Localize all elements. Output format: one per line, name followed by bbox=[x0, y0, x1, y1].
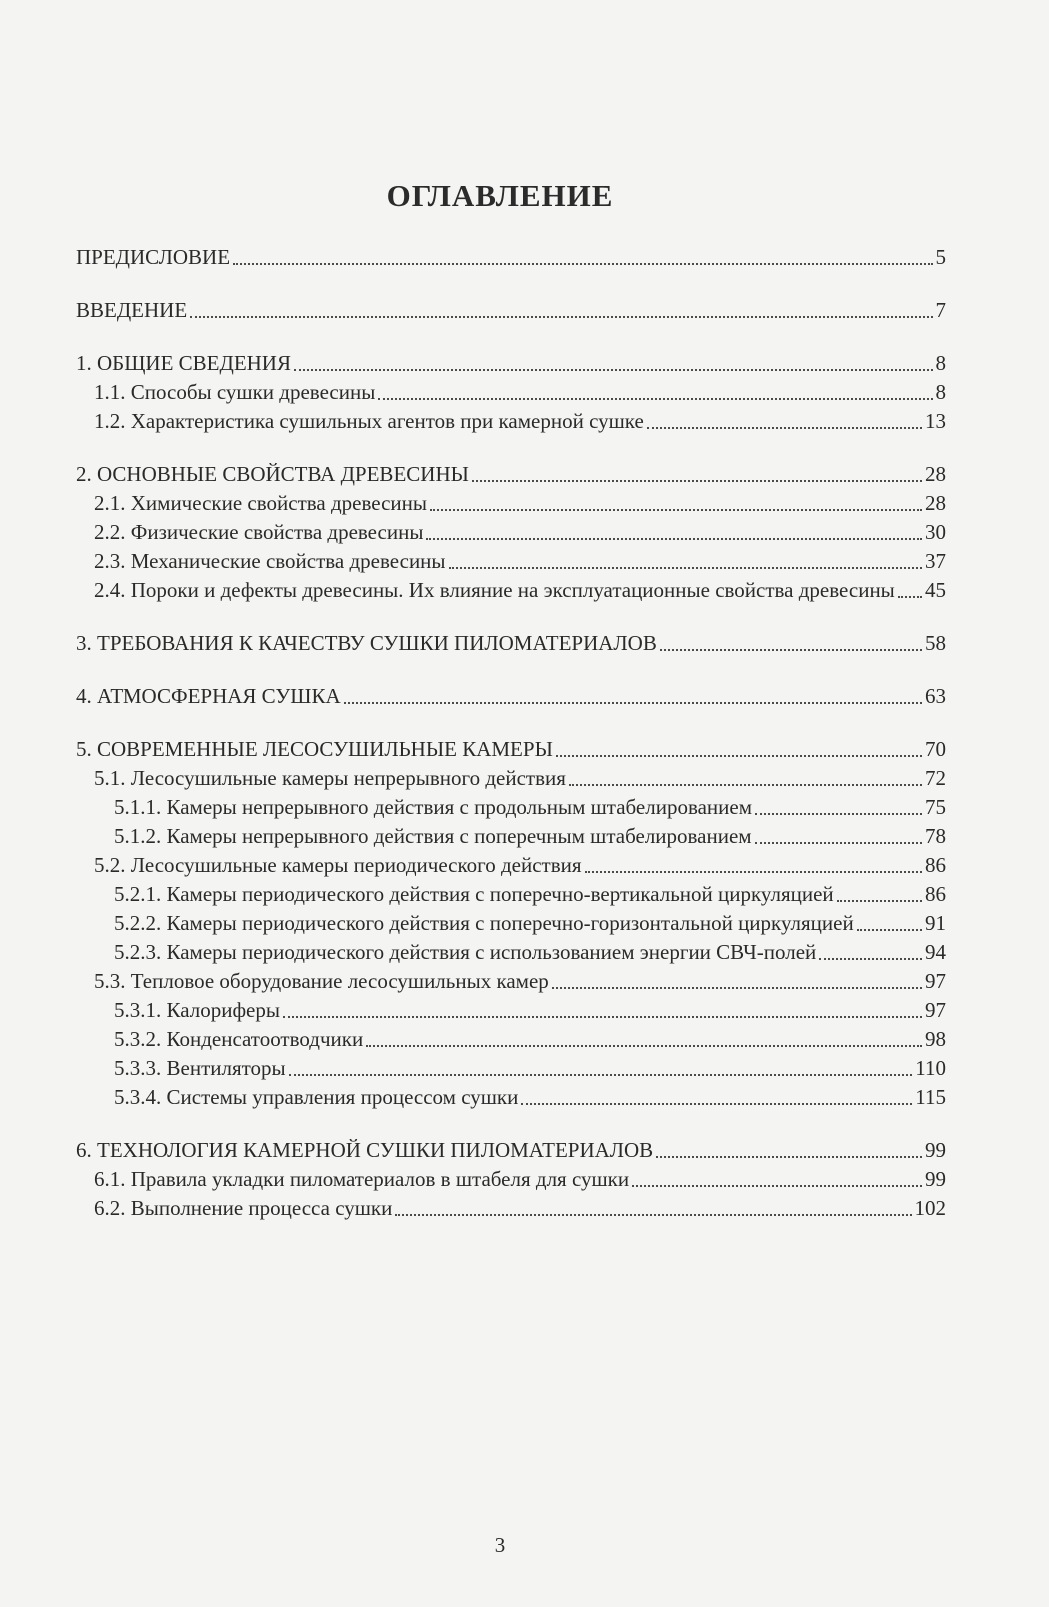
toc-entry bbox=[76, 1136, 946, 1165]
dot-leader bbox=[283, 1016, 922, 1018]
toc-entry-label: 1.1. Способы сушки древесины bbox=[94, 380, 376, 404]
toc-entry-label: 5.2. Лесосушильные камеры периодического действия bbox=[94, 853, 582, 877]
toc-entry-page: 75 bbox=[925, 795, 946, 819]
toc-entry-label: 2. ОСНОВНЫЕ СВОЙСТВА ДРЕВЕСИНЫ bbox=[76, 462, 469, 486]
toc-entry-label: 2.2. Физические свойства древесины bbox=[94, 520, 424, 544]
toc-entry bbox=[76, 682, 946, 711]
toc-entry bbox=[76, 547, 946, 576]
toc-entry bbox=[76, 1194, 946, 1223]
dot-leader bbox=[552, 987, 922, 989]
toc-entry bbox=[76, 296, 946, 325]
dot-leader bbox=[656, 1156, 922, 1158]
toc-entry bbox=[76, 629, 946, 658]
toc-entry-label: 5.2.3. Камеры периодического действия с использованием энергии СВЧ-полей bbox=[114, 940, 817, 964]
toc-entry-page: 97 bbox=[925, 969, 946, 993]
table-of-contents bbox=[76, 243, 946, 1223]
toc-entry-label: 2.4. Пороки и дефекты древесины. Их влияние на эксплуатационные свойства древесины bbox=[94, 578, 895, 602]
toc-entry bbox=[76, 938, 946, 967]
toc-entry bbox=[76, 349, 946, 378]
toc-entry bbox=[76, 518, 946, 547]
toc-entry-label: 1. ОБЩИЕ СВЕДЕНИЯ bbox=[76, 351, 291, 375]
page-number: 3 bbox=[494, 1533, 506, 1557]
toc-entry-label: 2.1. Химические свойства древесины bbox=[94, 491, 428, 515]
toc-entry-page: 5 bbox=[935, 245, 946, 269]
toc-entry-page: 97 bbox=[925, 998, 946, 1022]
toc-entry-page: 110 bbox=[915, 1056, 946, 1080]
toc-entry-page: 30 bbox=[925, 520, 946, 544]
toc-entry-page: 99 bbox=[925, 1167, 946, 1191]
toc-entry-label: 4. АТМОСФЕРНАЯ СУШКА bbox=[76, 684, 341, 708]
dot-leader bbox=[556, 755, 922, 757]
toc-entry-page: 86 bbox=[925, 853, 946, 877]
dot-leader bbox=[569, 784, 922, 786]
toc-entry bbox=[76, 576, 946, 605]
toc-entry-page: 102 bbox=[914, 1196, 946, 1220]
toc-entry-page: 78 bbox=[925, 824, 946, 848]
toc-entry bbox=[76, 243, 946, 272]
toc-entry-page: 28 bbox=[925, 491, 946, 515]
toc-entry-page: 37 bbox=[925, 549, 946, 573]
dot-leader bbox=[430, 509, 922, 511]
toc-entry bbox=[76, 996, 946, 1025]
toc-entry-label: 1.2. Характеристика сушильных агентов при камерной сушке bbox=[94, 409, 644, 433]
dot-leader bbox=[755, 813, 922, 815]
toc-entry-label: 5.3.2. Конденсатоотводчики bbox=[114, 1027, 364, 1051]
toc-entry-label: 5.2.2. Камеры периодического действия с поперечно-горизонтальной циркуляцией bbox=[114, 911, 854, 935]
toc-entry-label: 5. СОВРЕМЕННЫЕ ЛЕСОСУШИЛЬНЫЕ КАМЕРЫ bbox=[76, 737, 553, 761]
page-title: ОГЛАВЛЕНИЕ bbox=[386, 178, 614, 213]
dot-leader bbox=[898, 596, 922, 598]
dot-leader bbox=[755, 842, 922, 844]
dot-leader bbox=[426, 538, 922, 540]
toc-entry-label: 5.3. Тепловое оборудование лесосушильных камер bbox=[94, 969, 549, 993]
toc-entry-label: 3. ТРЕБОВАНИЯ К КАЧЕСТВУ СУШКИ ПИЛОМАТЕРИАЛОВ bbox=[76, 631, 657, 655]
toc-entry-label: 2.3. Механические свойства древесины bbox=[94, 549, 446, 573]
toc-entry bbox=[76, 460, 946, 489]
toc-entry-page: 8 bbox=[935, 351, 946, 375]
dot-leader bbox=[378, 398, 932, 400]
toc-entry-page: 72 bbox=[925, 766, 946, 790]
toc-entry-page: 58 bbox=[925, 631, 946, 655]
toc-entry bbox=[76, 793, 946, 822]
dot-leader bbox=[472, 480, 922, 482]
toc-entry-page: 7 bbox=[935, 298, 946, 322]
toc-entry bbox=[76, 1083, 946, 1112]
toc-entry-page: 99 bbox=[925, 1138, 946, 1162]
dot-leader bbox=[294, 369, 933, 371]
toc-entry bbox=[76, 764, 946, 793]
dot-leader bbox=[190, 316, 932, 318]
toc-entry-page: 45 bbox=[925, 578, 946, 602]
dot-leader bbox=[233, 263, 932, 265]
toc-entry bbox=[76, 735, 946, 764]
toc-entry-label: ВВЕДЕНИЕ bbox=[76, 298, 188, 322]
toc-entry-label: 6.1. Правила укладки пиломатериалов в штабеля для сушки bbox=[94, 1167, 630, 1191]
dot-leader bbox=[366, 1045, 922, 1047]
toc-entry bbox=[76, 1025, 946, 1054]
dot-leader bbox=[632, 1185, 922, 1187]
dot-leader bbox=[449, 567, 922, 569]
toc-entry bbox=[76, 378, 946, 407]
dot-leader bbox=[344, 702, 922, 704]
toc-entry bbox=[76, 880, 946, 909]
dot-leader bbox=[857, 929, 922, 931]
toc-entry-label: 5.1.1. Камеры непрерывного действия с продольным штабелированием bbox=[114, 795, 753, 819]
toc-entry-label: 5.3.4. Системы управления процессом сушки bbox=[114, 1085, 519, 1109]
toc-entry-page: 91 bbox=[925, 911, 946, 935]
toc-entry bbox=[76, 407, 946, 436]
dot-leader bbox=[660, 649, 922, 651]
toc-entry-page: 94 bbox=[925, 940, 946, 964]
dot-leader bbox=[521, 1103, 912, 1105]
toc-entry bbox=[76, 1054, 946, 1083]
toc-entry-page: 86 bbox=[925, 882, 946, 906]
toc-entry-page: 13 bbox=[925, 409, 946, 433]
toc-entry bbox=[76, 909, 946, 938]
toc-entry-page: 8 bbox=[935, 380, 946, 404]
toc-entry-label: ПРЕДИСЛОВИЕ bbox=[76, 245, 231, 269]
dot-leader bbox=[837, 900, 922, 902]
toc-entry-label: 5.3.1. Калориферы bbox=[114, 998, 280, 1022]
toc-entry-label: 5.2.1. Камеры периодического действия с поперечно-вертикальной циркуляцией bbox=[114, 882, 834, 906]
toc-entry-label: 6. ТЕХНОЛОГИЯ КАМЕРНОЙ СУШКИ ПИЛОМАТЕРИАЛОВ bbox=[76, 1138, 654, 1162]
toc-entry-page: 98 bbox=[925, 1027, 946, 1051]
toc-entry-page: 70 bbox=[925, 737, 946, 761]
toc-entry bbox=[76, 967, 946, 996]
toc-entry bbox=[76, 851, 946, 880]
dot-leader bbox=[819, 958, 922, 960]
dot-leader bbox=[647, 427, 922, 429]
toc-entry bbox=[76, 822, 946, 851]
toc-entry-label: 6.2. Выполнение процесса сушки bbox=[94, 1196, 393, 1220]
toc-entry bbox=[76, 489, 946, 518]
toc-entry-label: 5.1. Лесосушильные камеры непрерывного действия bbox=[94, 766, 566, 790]
toc-entry-page: 63 bbox=[925, 684, 946, 708]
dot-leader bbox=[395, 1214, 911, 1216]
dot-leader bbox=[289, 1074, 913, 1076]
toc-entry bbox=[76, 1165, 946, 1194]
toc-entry-page: 115 bbox=[915, 1085, 946, 1109]
dot-leader bbox=[585, 871, 922, 873]
toc-entry-label: 5.3.3. Вентиляторы bbox=[114, 1056, 286, 1080]
toc-entry-label: 5.1.2. Камеры непрерывного действия с поперечным штабелированием bbox=[114, 824, 752, 848]
toc-entry-page: 28 bbox=[925, 462, 946, 486]
